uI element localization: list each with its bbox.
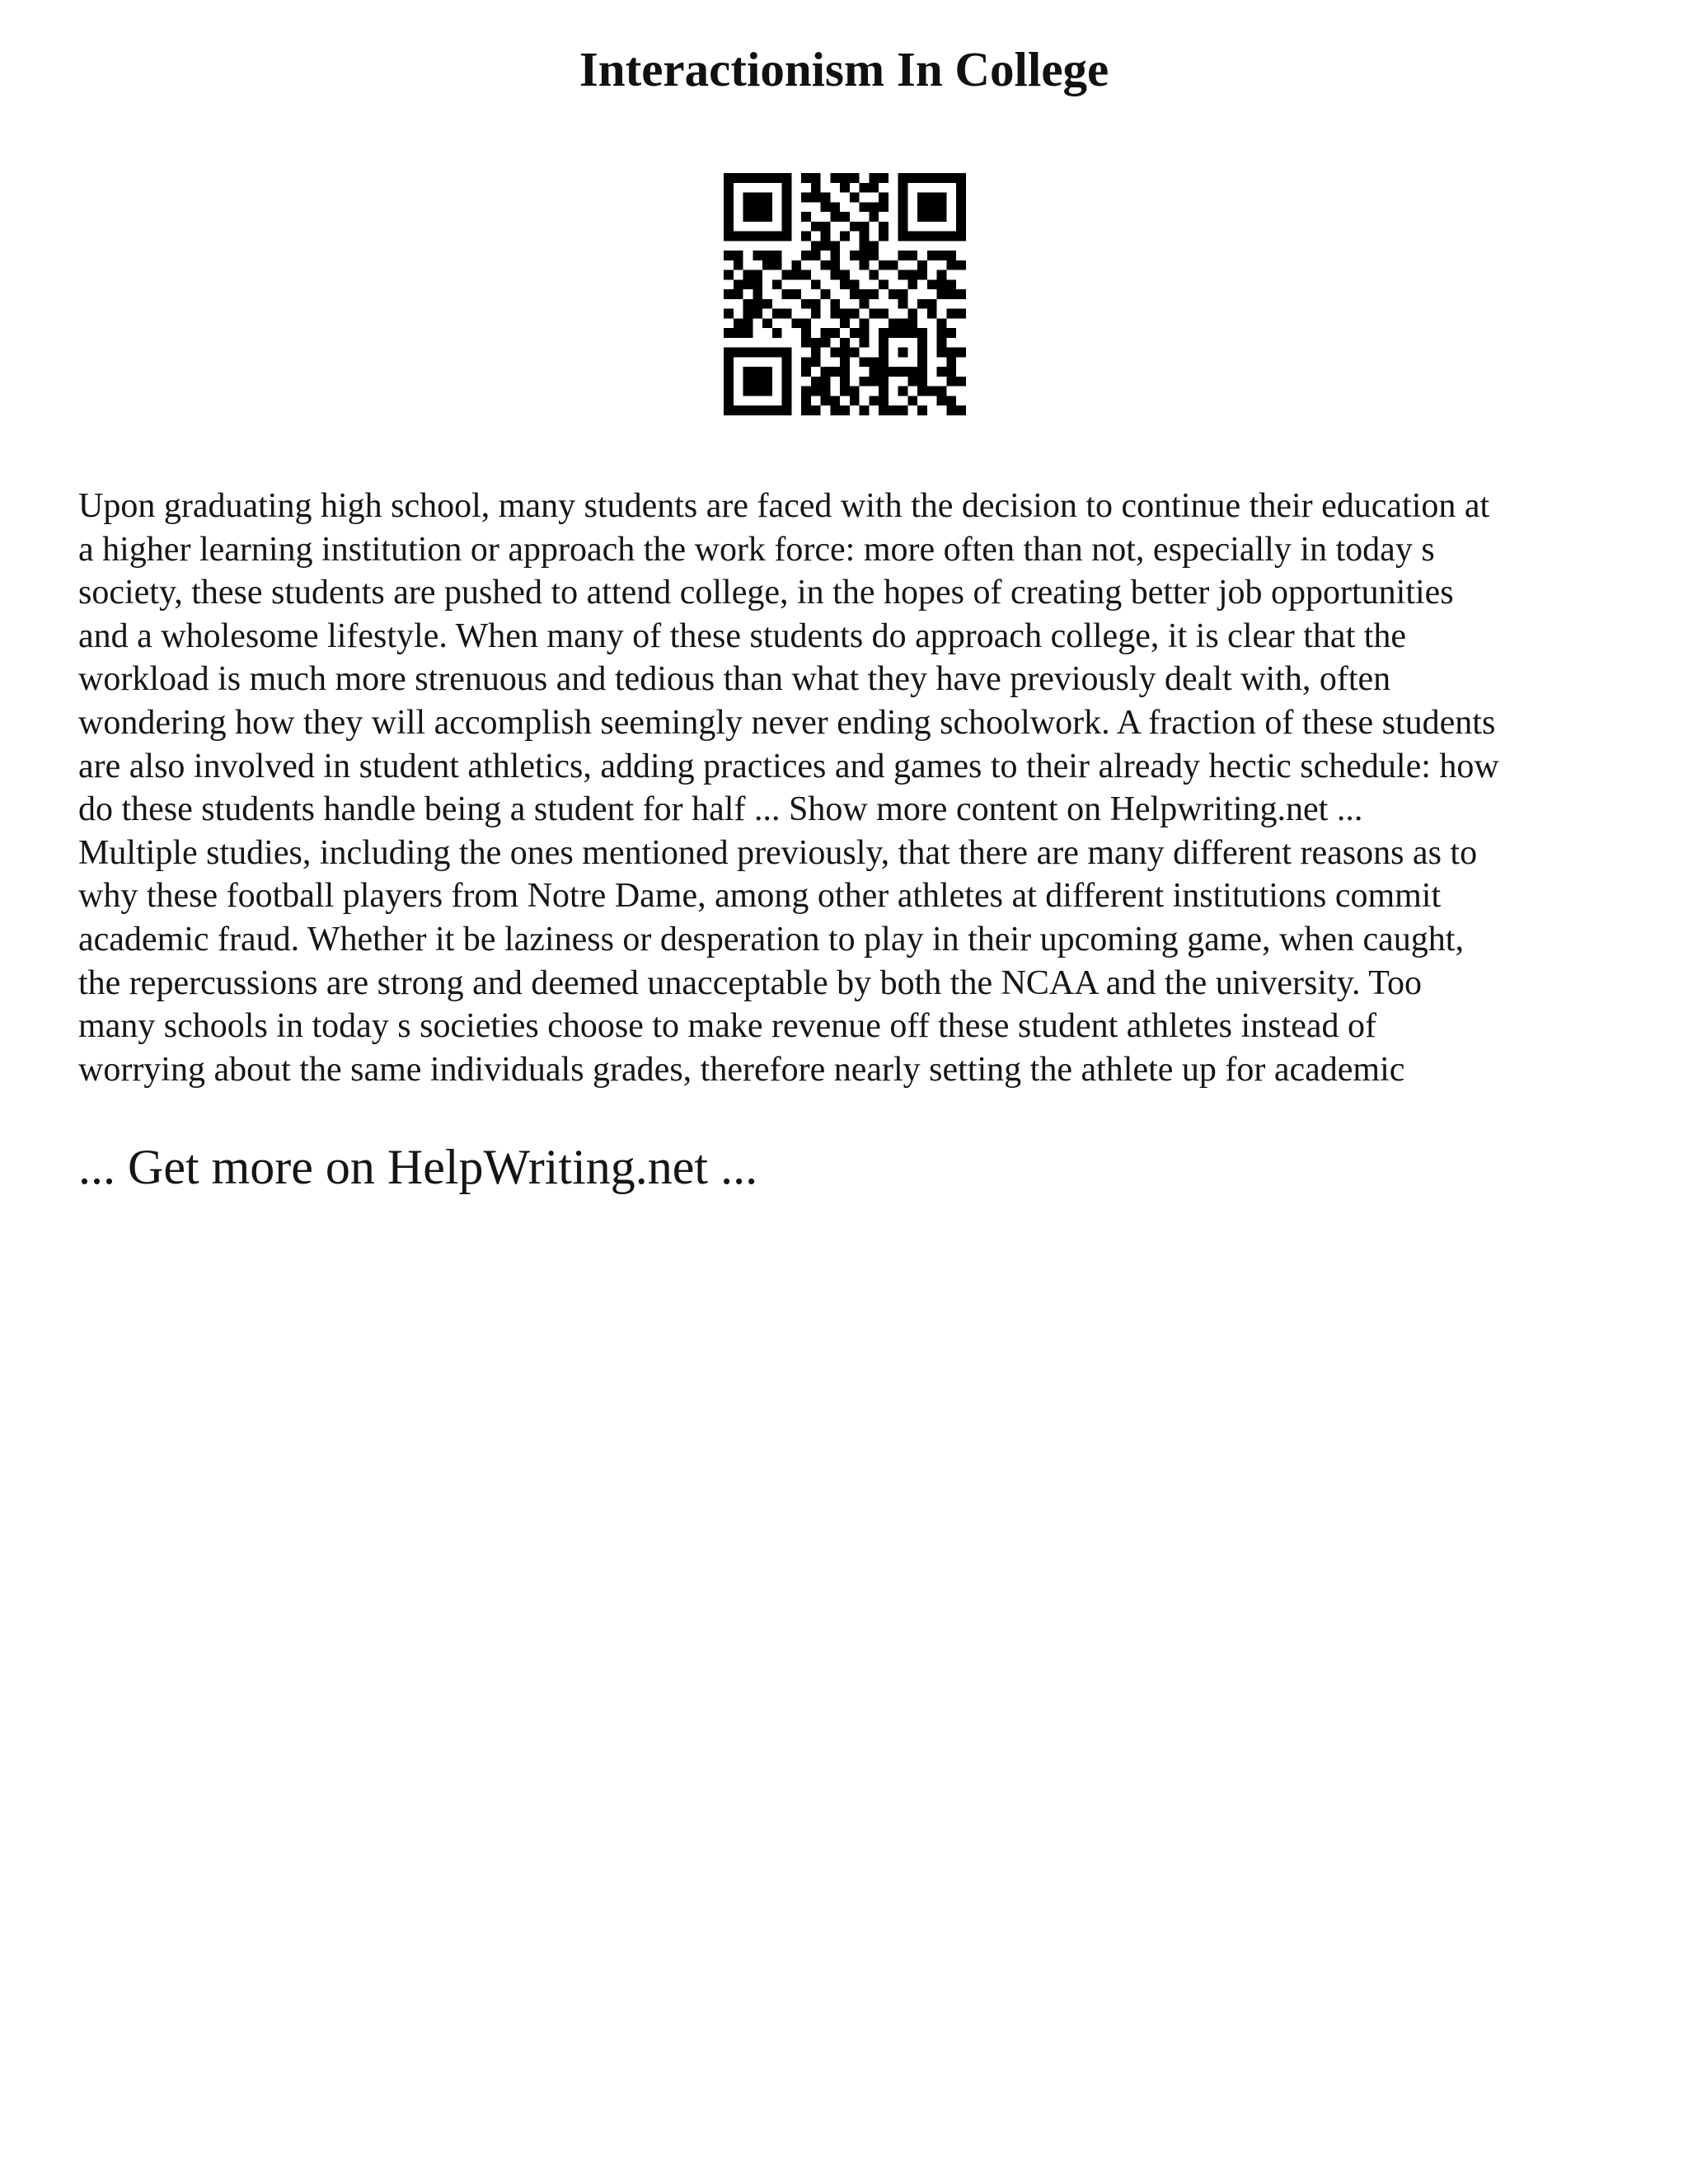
body-line: worrying about the same individuals grades, therefore nearly setting the athlete up for academic: [78, 1050, 1405, 1089]
page-title: Interactionism In College: [579, 42, 1109, 96]
body-line: many schools in today s societies choose to make revenue off these student athletes instead of: [78, 1007, 1376, 1046]
body-line: Upon graduating high school, many students are faced with the decision to continue their education at: [78, 487, 1490, 525]
body-line: society, these students are pushed to attend college, in the hopes of creating better job opportunities: [78, 574, 1454, 612]
body-line: are also involved in student athletics, adding practices and games to their already hectic schedule: how: [78, 747, 1499, 785]
body-line: the repercussions are strong and deemed unacceptable by both the NCAA and the university. Too: [78, 963, 1422, 1002]
body-line: Multiple studies, including the ones mentioned previously, that there are many different reasons as to: [78, 833, 1478, 872]
body-line: and a wholesome lifestyle. When many of these students do approach college, it is clear that the: [78, 616, 1407, 655]
get-more-link[interactable]: ... Get more on HelpWriting.net ...: [78, 1140, 758, 1194]
body-line: a higher learning institution or approach the work force: more often than not, especially in today s: [78, 530, 1435, 569]
body-line: workload is much more strenuous and tedious than what they have previously dealt with, often: [78, 660, 1391, 699]
body-paragraph: [78, 485, 1628, 1091]
body-line: academic fraud. Whether it be laziness or desperation to play in their upcoming game, when caught,: [78, 920, 1464, 958]
body-line: wondering how they will accomplish seemingly never ending schoolwork. A fraction of these students: [78, 703, 1496, 742]
qr-code-icon: [724, 173, 966, 415]
body-line: do these students handle being a student for half ... Show more content on Helpwriting.net ...: [78, 790, 1363, 829]
body-line: why these football players from Notre Dame, among other athletes at different institutions commit: [78, 877, 1442, 916]
